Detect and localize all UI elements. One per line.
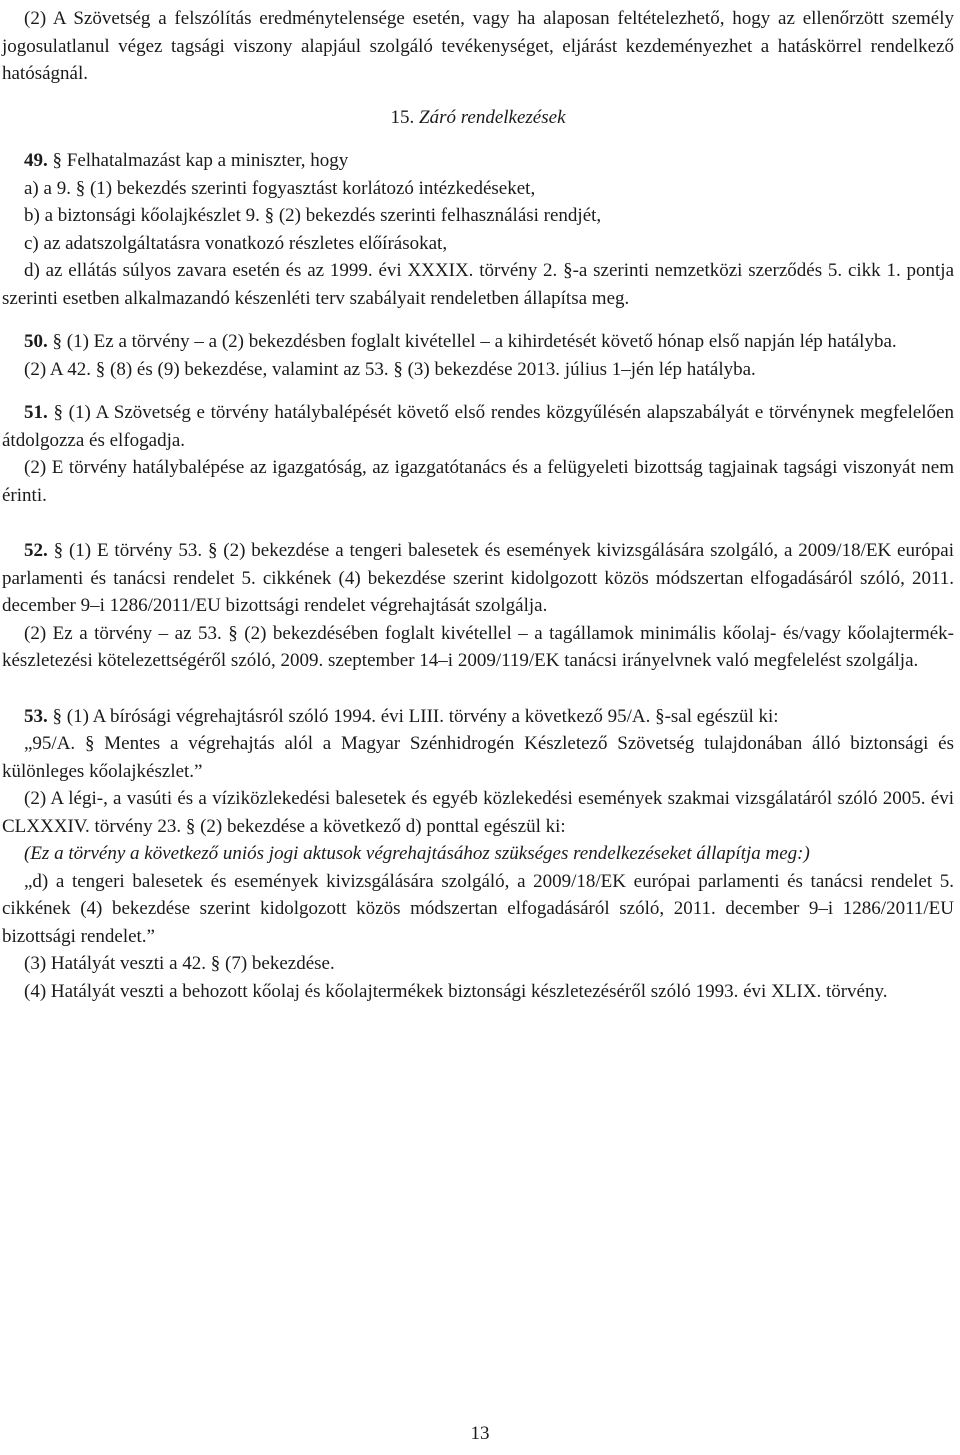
section-49-point-a: a) a 9. § (1) bekezdés szerinti fogyasztást korlátozó intézkedéseket, <box>24 177 536 199</box>
section-51-number: 51. <box>24 402 48 423</box>
section-51-p1 <box>2 399 954 454</box>
section-49-lead <box>2 147 954 175</box>
section-52-p2: (2) Ez a törvény – az 53. § (2) bekezdésében foglalt kivétellel – a tagállamok minimális kőolaj- és/vagy kőolajtermék-készletezési kötelezettségéről szóló, 2009. szeptember 14–i 2009/119/EK tanácsi irányelvnek való megfelelést szolgálja. <box>2 622 954 671</box>
chapter-heading <box>2 104 954 132</box>
section-53-quote-2: „d) a tengeri balesetek és események kivizsgálására szolgáló, a 2009/18/EK európai parlamenti és tanácsi rendelet 5. cikkének (4) bekezdése szerint kidolgozott közös módszertan elfogadásáról szóló, 2011. december 9–i 1286/2011/EU bizottsági rendelet.” <box>2 870 954 947</box>
page-number: 13 <box>470 1423 490 1444</box>
section-49-point-d: d) az ellátás súlyos zavara esetén és az 1999. évi XXXIX. törvény 2. §-a szerinti nemzetközi szerződés 5. cikk 1. pontja szerinti esetben alkalmazandó készenléti terv szabályait rendeletben állapítsa meg. <box>2 260 954 309</box>
chapter-title: Záró rendelkezések <box>419 106 566 128</box>
section-49-number: 49. <box>24 150 48 171</box>
paragraph-intro: (2) A Szövetség a felszólítás eredménytelensége esetén, vagy ha alaposan feltételezhető, hogy az ellenőrzött személy jogosulatlanul végez tagsági viszony alapjául szolgáló tevékenységet, eljárást kezdeményezhet a hatáskörrel rendelkező hatóságnál. <box>2 8 954 84</box>
chapter-number: 15. <box>390 106 415 128</box>
section-52-p1-text: § (1) E törvény 53. § (2) bekezdése a tengeri balesetek és események kivizsgálására szolgáló, a 2009/18/EK európai parlamenti és tanácsi rendelet 5. cikkének (4) bekezdése szerint kidolgozott közös módszertan elfogadásáról szóló, 2011. december 9–i 1286/2011/EU bizottsági rendelet végrehajtását szolgálja. <box>2 540 954 616</box>
section-52-number: 52. <box>24 540 48 561</box>
section-53-p4: (4) Hatályát veszti a behozott kőolaj és kőolajtermékek biztonsági készletezéséről szóló 1993. évi XLIX. törvény. <box>24 980 888 1002</box>
section-51-p1-text: § (1) A Szövetség e törvény hatálybalépését követő első rendes közgyűlésén alapszabályát e törvénynek megfelelően átdolgozza és elfogadja. <box>2 402 955 451</box>
section-53-p3: (3) Hatályát veszti a 42. § (7) bekezdése. <box>24 953 335 974</box>
section-53-number: 53. <box>24 705 48 727</box>
section-53-p2: (2) A légi-, a vasúti és a víziközlekedési balesetek és egyéb közlekedési események szakmai vizsgálatáról szóló 2005. évi CLXXXIV. törvény 23. § (2) bekezdése a következő d) ponttal egészül ki: <box>2 788 954 837</box>
section-49-point-b: b) a biztonsági kőolajkészlet 9. § (2) bekezdés szerinti felhasználási rendjét, <box>24 205 602 226</box>
section-53-italic-note: (Ez a törvény a következő uniós jogi aktusok végrehajtásához szükséges rendelkezéseket állapítja meg:) <box>24 843 810 864</box>
section-53-p1-text: § (1) A bírósági végrehajtásról szóló 1994. évi LIII. törvény a következő 95/A. §-sal egészül ki: <box>52 705 779 727</box>
section-50-number: 50. <box>24 331 48 352</box>
section-50-p2: (2) A 42. § (8) és (9) bekezdése, valamint az 53. § (3) bekezdése 2013. július 1–jén lép hatályba. <box>24 358 756 380</box>
section-50-p1-text: § (1) Ez a törvény – a (2) bekezdésben foglalt kivétellel – a kihirdetését követő hónap első napján lép hatályba. <box>52 331 897 352</box>
section-49-lead-text: § Felhatalmazást kap a miniszter, hogy <box>52 150 349 171</box>
section-49-point-c: c) az adatszolgáltatásra vonatkozó részletes előírásokat, <box>24 232 448 254</box>
section-53-p1 <box>2 703 954 731</box>
section-51-p2: (2) E törvény hatálybalépése az igazgatóság, az igazgatótanács és a felügyeleti bizottság tagjainak tagsági viszonyát nem érinti. <box>2 457 954 506</box>
section-53-quote-1: „95/A. § Mentes a végrehajtás alól a Magyar Szénhidrogén Készletező Szövetség tulajdonában álló biztonsági és különleges kőolajkészlet.” <box>2 733 954 782</box>
section-52-p1 <box>2 537 954 620</box>
section-50-p1 <box>2 328 954 356</box>
